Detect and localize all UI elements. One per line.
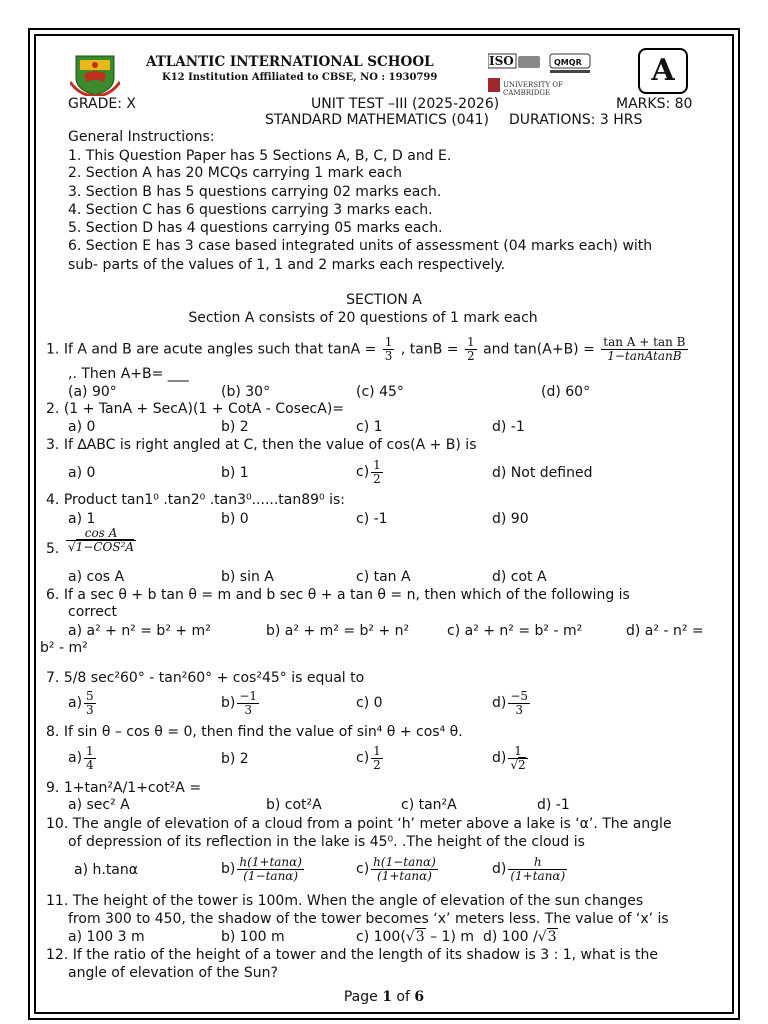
- question-8: [46, 724, 463, 740]
- option-c: c) $\frac{1}{2}$: [356, 457, 381, 486]
- option-d: d) -1: [492, 419, 525, 435]
- question-2: [46, 401, 344, 417]
- question-1: 1. If A and B are acute angles such that tanA = $\frac{1}{3}$ , tanB = $\frac{1}{2}$ and tan(A+B) = $\frac{\text{tan A + tan B}}{\text{1−tanAtanB}}$: [46, 335, 686, 363]
- question-3: [46, 437, 476, 453]
- question-text: 1+tan²A/1+cot²A =: [63, 780, 202, 796]
- duration-label: DURATIONS: 3 HRS: [509, 112, 643, 128]
- option-d: (d) 60°: [541, 384, 591, 400]
- option-c: c) tan²A: [401, 797, 457, 813]
- question-number: 8.: [46, 724, 60, 740]
- option-c: c) $\frac{1}{2}$: [356, 743, 381, 772]
- option-a: a) sec² A: [68, 797, 130, 813]
- option-c: c) 0: [356, 695, 383, 711]
- question-1-line2: ,. Then A+B= ___: [68, 366, 189, 382]
- question-5-expression: $\frac{\text{cos A}}{\text{√1−COS²A}}$: [68, 526, 135, 554]
- grade-label: GRADE: X: [68, 96, 136, 112]
- question-number: 5.: [46, 541, 60, 557]
- option-b: b) a² + m² = b² + n²: [266, 623, 410, 639]
- option-d: d) $\frac{1}{√2}$: [492, 743, 526, 772]
- school-name: ATLANTIC INTERNATIONAL SCHOOL: [146, 54, 434, 70]
- question-number: 1.: [46, 341, 60, 358]
- question-10: [46, 816, 672, 832]
- instruction-item: 5. Section D has 4 questions carrying 05 marks each.: [68, 220, 443, 236]
- set-label-badge: A: [638, 48, 688, 94]
- instructions-title: General Instructions:: [68, 129, 215, 145]
- option-a: a) a² + n² = b² + m²: [68, 623, 211, 639]
- question-text: If ∆ABC is right angled at C, then the value of cos(A + B) is: [63, 437, 477, 453]
- question-number: 12.: [46, 947, 69, 963]
- question-text: If A and B are acute angles such that tanA =: [63, 341, 377, 358]
- cert-qmqr-label: QMQR: [554, 58, 582, 67]
- question-4: [46, 492, 345, 508]
- school-affiliation: K12 Institution Affiliated to CBSE, NO : 1930799: [162, 72, 438, 83]
- question-number: 11.: [46, 893, 69, 909]
- option-a: a) $\frac{5}{3}$: [68, 688, 94, 717]
- option-d: d) 100 /√3: [483, 929, 557, 945]
- marks-label: MARKS: 80: [616, 96, 693, 112]
- question-number: 10.: [46, 816, 69, 832]
- section-title: SECTION A: [346, 292, 422, 308]
- option-c: c) -1: [356, 511, 388, 527]
- question-12: [46, 947, 658, 963]
- option-a: a) 1: [68, 511, 96, 527]
- option-b: b) cot²A: [266, 797, 322, 813]
- question-number: 7.: [46, 670, 60, 686]
- question-text: Product tan1⁰ .tan2⁰ .tan3⁰......tan89⁰ is:: [63, 492, 346, 508]
- option-c: c) tan A: [356, 569, 411, 585]
- option-b: b) sin A: [221, 569, 274, 585]
- option-d: d) a² - n² =: [626, 623, 704, 639]
- question-12-line2: angle of elevation of the Sun?: [68, 965, 278, 981]
- question-text: (1 + TanA + SecA)(1 + CotA - CosecA)=: [63, 401, 345, 417]
- option-a: a) 0: [68, 465, 96, 481]
- option-d: d) Not defined: [492, 465, 593, 481]
- instruction-item: 3. Section B has 5 questions carrying 02 marks each.: [68, 184, 442, 200]
- question-11: [46, 893, 643, 909]
- option-a: a) 0: [68, 419, 96, 435]
- instruction-item: 4. Section C has 6 questions carrying 3 marks each.: [68, 202, 433, 218]
- option-c: (c) 45°: [356, 384, 404, 400]
- question-text: If the ratio of the height of a tower and the length of its shadow is 3 : 1, what is the: [68, 947, 658, 963]
- option-b: b) 100 m: [221, 929, 285, 945]
- option-c: c) a² + n² = b² - m²: [447, 623, 583, 639]
- instruction-item: 6. Section E has 3 case based integrated units of assessment (04 marks each) with: [68, 238, 653, 254]
- option-a: a) cos A: [68, 569, 125, 585]
- instruction-item: 2. Section A has 20 MCQs carrying 1 mark each: [68, 165, 402, 181]
- question-10-line2: of depression of its reflection in the lake is 45⁰. .The height of the cloud is: [68, 834, 585, 850]
- question-text: If sin θ – cos θ = 0, then find the value of sin⁴ θ + cos⁴ θ.: [63, 724, 463, 740]
- option-d: d) $\frac{h}{(1+\tan\alpha)}$: [492, 854, 566, 883]
- question-11-line2: from 300 to 450, the shadow of the tower becomes ‘x’ meters less. The value of ‘x’ is: [68, 911, 669, 927]
- question-number: 3.: [46, 437, 60, 453]
- question-number: 9.: [46, 780, 60, 796]
- question-text: 5/8 sec²60° - tan²60° + cos²45° is equal to: [63, 670, 365, 686]
- option-d-continued: b² - m²: [40, 640, 88, 656]
- option-a: a) $\frac{1}{4}$: [68, 743, 94, 772]
- question-6: [46, 587, 630, 603]
- option-a: (a) 90°: [68, 384, 117, 400]
- cert-iso-label: ISO: [489, 54, 514, 68]
- option-b: b) $\frac{h(1+\tan\alpha)}{(1-\tan\alpha)}$: [221, 854, 302, 883]
- option-b: b) $\frac{-1}{3}$: [221, 688, 258, 717]
- question-text: The height of the tower is 100m. When the angle of elevation of the sun changes: [68, 893, 644, 909]
- option-c: c) 1: [356, 419, 383, 435]
- instruction-item: sub- parts of the values of 1, 1 and 2 marks each respectively.: [68, 257, 506, 273]
- test-title: UNIT TEST –III (2025-2026): [311, 96, 500, 112]
- option-b: b) 2: [221, 419, 249, 435]
- option-d: d) $\frac{-5}{3}$: [492, 688, 529, 717]
- option-d: d) cot A: [492, 569, 547, 585]
- instruction-item: 1. This Question Paper has 5 Sections A, B, C, D and E.: [68, 148, 452, 164]
- cert-cambridge-label: UNIVERSITY OF CAMBRIDGE: [503, 81, 563, 97]
- subject-label: STANDARD MATHEMATICS (041): [265, 112, 489, 128]
- section-subtitle: Section A consists of 20 questions of 1 mark each: [188, 310, 538, 326]
- option-a: a) 100 3 m: [68, 929, 145, 945]
- option-c: c) 100(√3 – 1) m: [356, 929, 475, 945]
- option-a: a) h.tanα: [74, 862, 138, 878]
- option-b: b) 0: [221, 511, 249, 527]
- question-number: 2.: [46, 401, 60, 417]
- option-b: b) 1: [221, 465, 249, 481]
- question-text: If a sec θ + b tan θ = m and b sec θ + a tan θ = n, then which of the following is: [63, 587, 630, 603]
- question-number: 4.: [46, 492, 60, 508]
- option-d: d) -1: [537, 797, 570, 813]
- question-7: [46, 670, 364, 686]
- option-c: c) $\frac{h(1-\tan\alpha)}{(1+\tan\alpha)}$: [356, 854, 436, 883]
- option-b: b) 2: [221, 751, 249, 767]
- question-number: 6.: [46, 587, 60, 603]
- question-text: The angle of elevation of a cloud from a point ‘h’ meter above a lake is ‘α’. The angle: [68, 816, 672, 832]
- option-b: (b) 30°: [221, 384, 271, 400]
- question-6-line2: correct: [68, 604, 118, 620]
- option-d: d) 90: [492, 511, 529, 527]
- page-number: Page 1 of 6: [343, 989, 425, 1005]
- question-9: [46, 780, 201, 796]
- school-crest-icon: [70, 52, 120, 96]
